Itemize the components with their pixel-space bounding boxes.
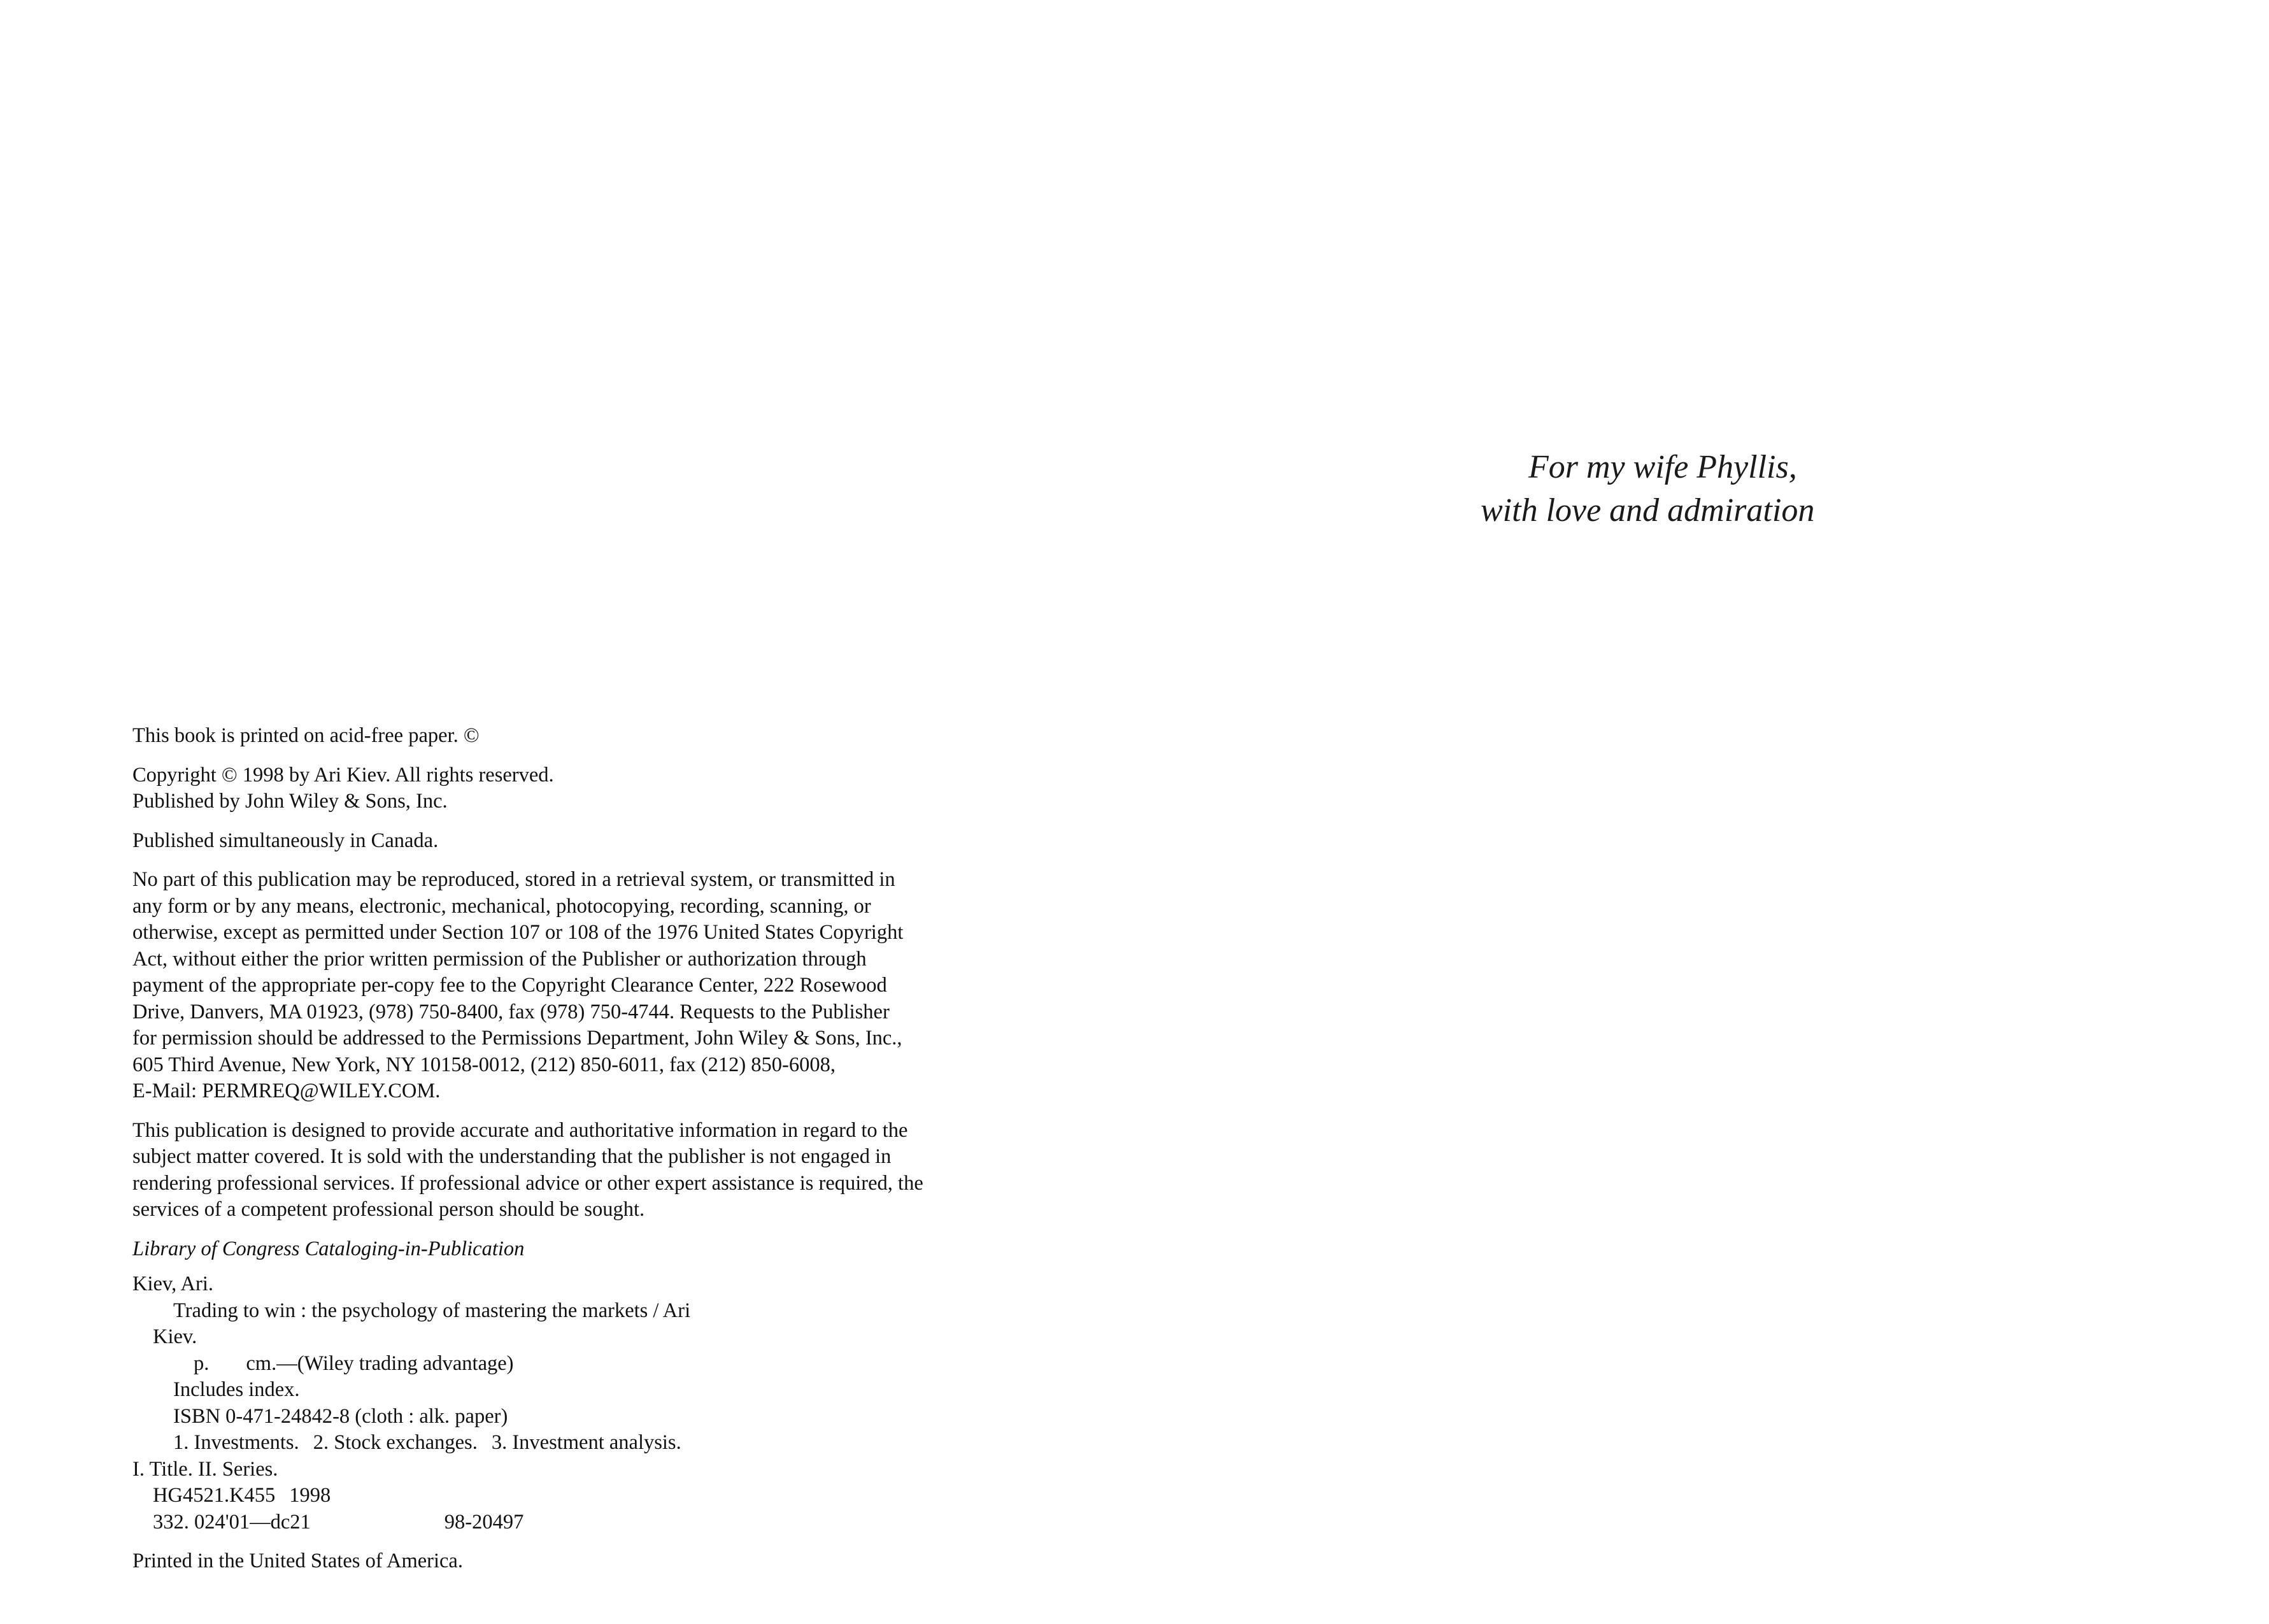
acid-free-notice: This book is printed on acid-free paper. © (132, 724, 480, 747)
cip-subject-2: 2. Stock exchanges. (313, 1431, 478, 1454)
rights-line: any form or by any means, electronic, mechanical, photocopying, recording, scanning, or (132, 894, 871, 918)
cip-dewey-line (132, 1509, 1049, 1536)
cip-dewey: 332. 024'01—dc21 (153, 1510, 311, 1534)
cip-series: cm.—(Wiley trading advantage) (246, 1351, 514, 1375)
cip-lc-call-number (132, 1483, 1049, 1509)
disclaimer-line: subject matter covered. It is sold with the understanding that the publisher is not engaged in (132, 1145, 892, 1168)
cip-heading: Library of Congress Cataloging-in-Publication (132, 1237, 525, 1260)
disclaimer-paragraph (132, 1118, 1049, 1223)
publisher-line: Published by John Wiley & Sons, Inc. (132, 790, 448, 813)
printed-in-notice: Printed in the United States of America. (132, 1549, 463, 1572)
copyright-block (132, 762, 1049, 815)
dedication-line-1: For my wife Phyllis, (1528, 449, 1797, 485)
disclaimer-line: services of a competent professional person should be sought. (132, 1198, 645, 1221)
cip-includes-index: Includes index. (173, 1378, 300, 1401)
cip-title-line-2: Kiev. (153, 1325, 197, 1348)
disclaimer-line: This publication is designed to provide accurate and authoritative information in regard to the (132, 1118, 908, 1142)
cip-pages-label: p. (194, 1351, 210, 1375)
dedication (1471, 446, 1828, 532)
cip-lc-year: 1998 (289, 1484, 331, 1507)
rights-line: No part of this publication may be reproduced, stored in a retrieval system, or transmitted in (132, 868, 895, 891)
cip-title-line-1: Trading to win : the psychology of mastering the markets / Ari (173, 1299, 691, 1322)
cip-record (132, 1271, 1049, 1535)
copyright-line: Copyright © 1998 by Ari Kiev. All rights reserved. (132, 763, 554, 787)
copyright-page (132, 723, 1049, 1575)
rights-line: Drive, Danvers, MA 01923, (978) 750-8400, fax (978) 750-4744. Requests to the Publisher (132, 1000, 890, 1023)
rights-line: payment of the appropriate per-copy fee to the Copyright Clearance Center, 222 Rosewood (132, 974, 887, 997)
canada-notice: Published simultaneously in Canada. (132, 829, 439, 852)
cip-subject-1: 1. Investments. (173, 1431, 299, 1454)
rights-line: otherwise, except as permitted under Section 107 or 108 of the 1976 United States Copyright (132, 921, 904, 944)
cip-title-series: I. Title. II. Series. (132, 1457, 278, 1481)
dedication-line-2: with love and admiration (1481, 492, 1815, 529)
cip-lccn: 98-20497 (444, 1510, 524, 1534)
cip-physical-description (132, 1351, 1049, 1378)
rights-line: 605 Third Avenue, New York, NY 10158-0012, (212) 850-6011, fax (212) 850-6008, (132, 1053, 836, 1076)
rights-line: E-Mail: PERMREQ@WILEY.COM. (132, 1079, 441, 1102)
cip-lc-class: HG4521.K455 (153, 1484, 276, 1507)
cip-subjects (132, 1430, 1049, 1457)
cip-author: Kiev, Ari. (132, 1272, 213, 1295)
rights-line: Act, without either the prior written permission of the Publisher or authorization through (132, 947, 867, 971)
rights-paragraph (132, 867, 1049, 1105)
cip-isbn: ISBN 0-471-24842-8 (cloth : alk. paper) (173, 1404, 508, 1428)
rights-line: for permission should be addressed to the Permissions Department, John Wiley & Sons, Inc., (132, 1027, 902, 1050)
cip-subject-3: 3. Investment analysis. (491, 1431, 681, 1454)
disclaimer-line: rendering professional services. If professional advice or other expert assistance is required, the (132, 1171, 923, 1195)
